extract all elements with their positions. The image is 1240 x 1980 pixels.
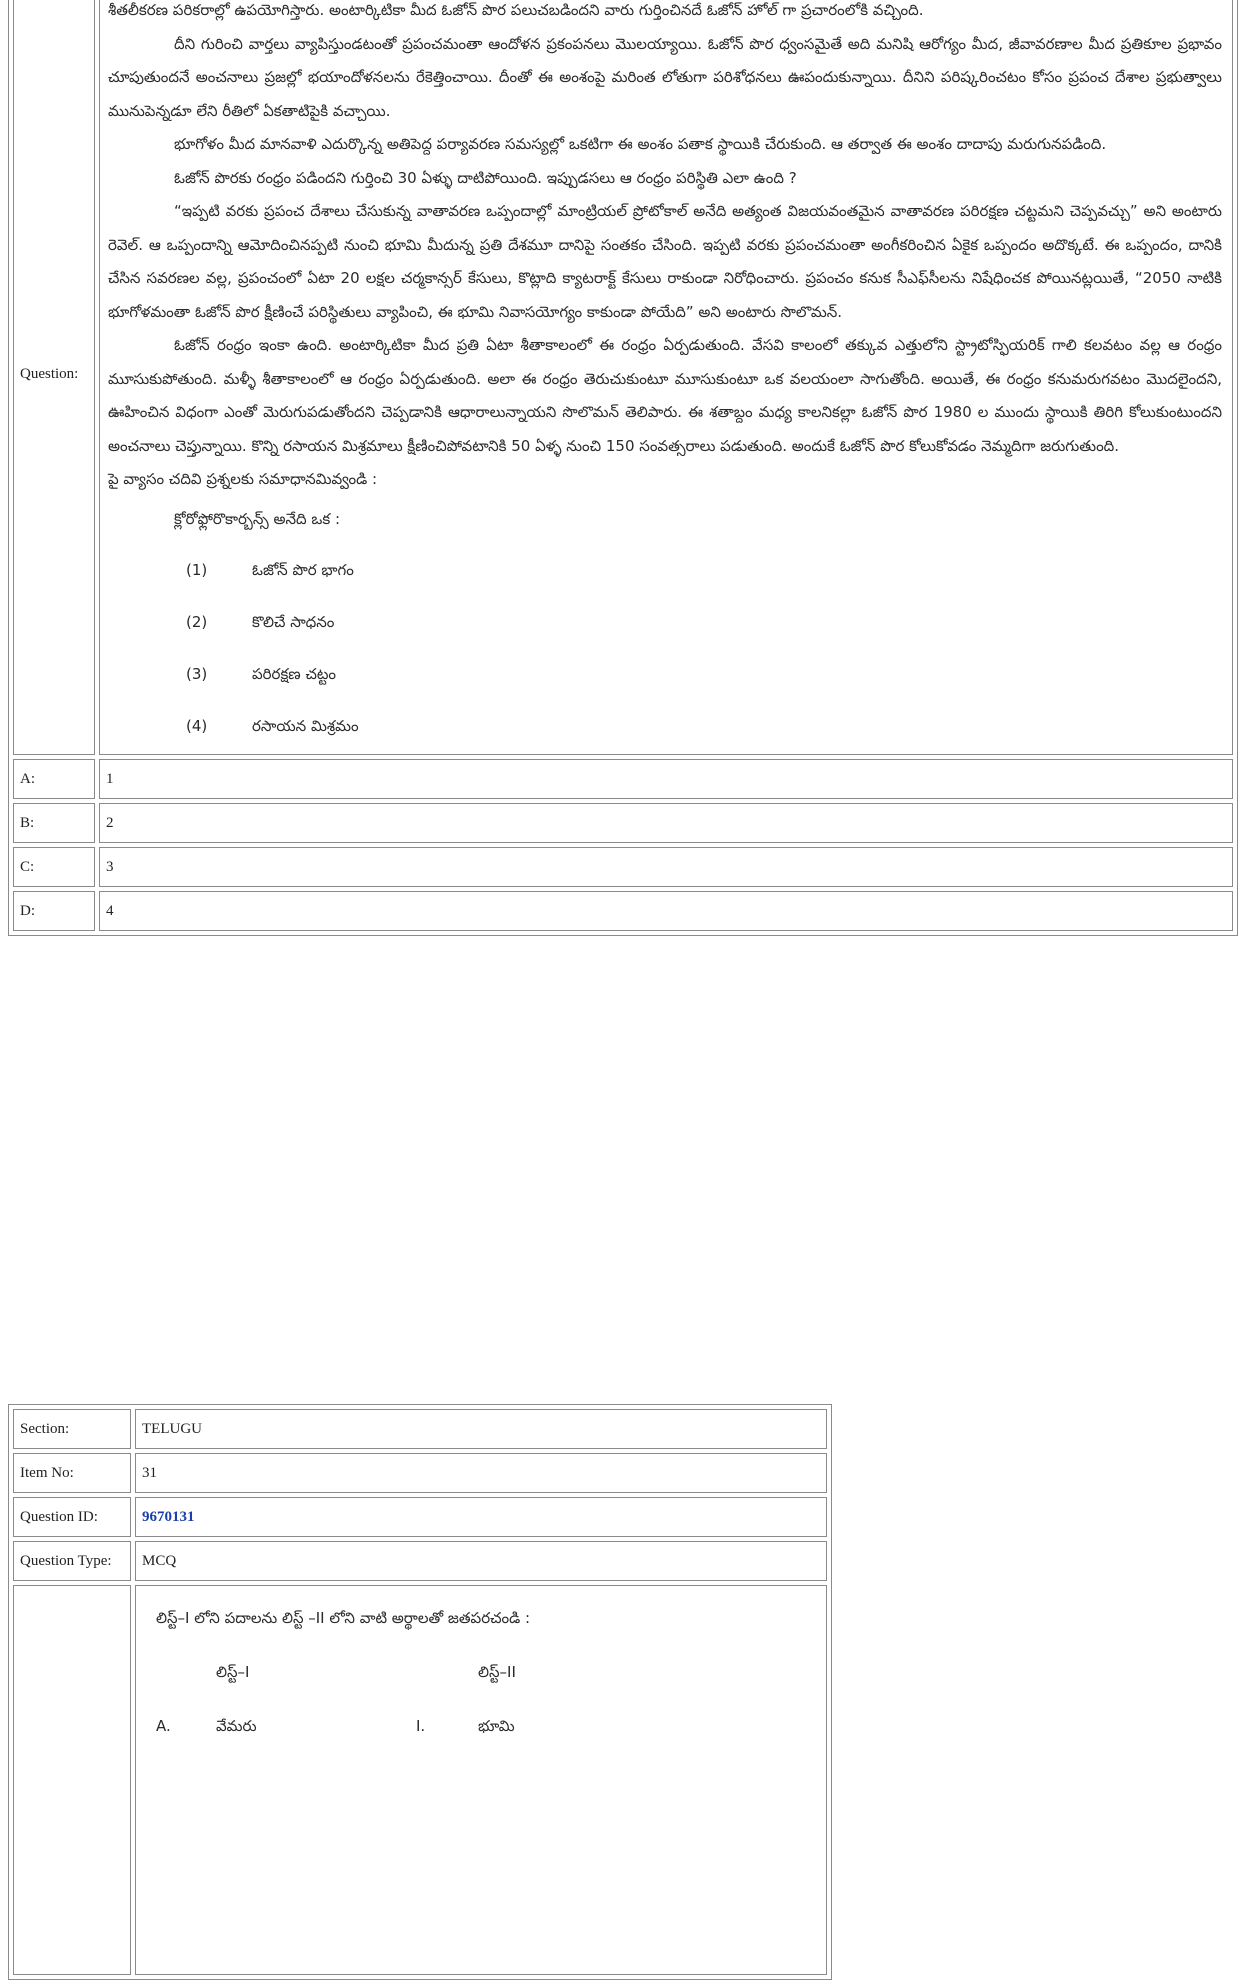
answer-value-a: 1 <box>99 759 1233 799</box>
answer-value-b: 2 <box>99 803 1233 843</box>
option-text: కొలిచే సాధనం <box>252 613 335 631</box>
answer-label-d: D: <box>13 891 95 931</box>
passage-paragraph: “ఇప్పటి వరకు ప్రపంచ దేశాలు చేసుకున్న వాతావరణ ఒప్పందాల్లో మాంట్రియల్ ప్రోటోకాల్ అనేది అత్యంత విజయవంతమైన వాతావరణ పరిరక్షణ చట్టమని చెప్పవచ్చు” అని అంటారు రెవెల్. ఆ ఒప్పందాన్ని ఆమోదించినప్పటి నుంచి భూమి మీదున్న ప్రతి దేశమూ దానిపై సంతకం చేసింది. ఇప్పటి వరకు ప్రపంచమంతా అంగీకరించిన ఏకైక ఒప్పందం అదొక్కటే. ఈ ఒప్పందం, దానికి చేసిన సవరణల వల్ల, ప్రపంచంలో ఏటా 20 లక్షల చర్మకాన్సర్ కేసులు, కొట్లాది క్యాటరాక్ట్ కేసులు రాకుండా నిరోధించారు. ప్రపంచం కనుక సీఎఫ్‌సీలను నిషేధించక పోయినట్లయితే, “2050 నాటికి భూగోళమంతా ఓజోన్ పొర క్షీణించే పరిస్థితులు వ్యాపించి, ఈ భూమి నివాసయోగ్యం కాకుండా పోయేది” అని అంటారు సొలొమన్. <box>108 202 1222 321</box>
question-stem: క్లోరోఫ్లోరొకార్బన్స్ అనేది ఒక : <box>174 509 340 528</box>
item-no-label: Item No: <box>13 1453 131 1493</box>
match-row <box>156 1708 816 1744</box>
section-label: Section: <box>13 1409 131 1449</box>
passage-paragraph: ఓజోన్ పొరకు రంధ్రం పడిందని గుర్తించి 30 ఏళ్ళు దాటిపోయింది. ఇప్పుడసలు ఆ రంధ్రం పరిస్థితి ఎలా ఉంది ? <box>174 168 797 187</box>
answer-label-a: A: <box>13 759 95 799</box>
passage-paragraph: దీని గురించి వార్తలు వ్యాపిస్తుండటంతో ప్రపంచమంతా ఆందోళన ప్రకంపనలు మొలయ్యాయి. ఓజోన్ పొర ధ్వంసమైతే అది మనిషి ఆరోగ్యం మీద, జీవావరణాల మీద ప్రతికూల ప్రభావం చూపుతుందనే అంచనాలు ప్రజల్లో భయాందోళనలను రేకెత్తించాయి. దీంతో ఈ అంశంపై మరింత లోతుగా పరిశోధనలు ఊపందుకున్నాయి. దీనిని పరిష్కరించటం కోసం ప్రపంచ దేశాల ప్రభుత్వాలు మునుపెన్నడూ లేని రీతిలో ఏకతాటిపైకి వచ్చాయి. <box>108 34 1222 120</box>
question-instruction: పై వ్యాసం చదివి ప్రశ్నలకు సమాధానమివ్వండి : <box>108 470 378 488</box>
list2-heading: లిస్ట్–II <box>478 1663 516 1681</box>
passage-paragraph: శీతలీకరణ పరికరాల్లో ఉపయోగిస్తారు. అంటార్కిటికా మీద ఓజోన్ పొర పలుచబడిందని వారు గుర్తించినదే ఓజోన్ హోల్ గా ప్రచారంలోకి వచ్చింది. <box>108 1 924 19</box>
option-number: (3) <box>186 665 208 683</box>
option-4 <box>186 708 1222 744</box>
match-instruction-row <box>156 1600 816 1636</box>
option-3 <box>186 656 1222 692</box>
question-id-label: Question ID: <box>13 1497 131 1537</box>
list1-heading: లిస్ట్–I <box>216 1663 250 1681</box>
question-label: Question: <box>13 0 95 755</box>
option-number: (1) <box>186 561 208 579</box>
item-no-value: 31 <box>135 1453 827 1493</box>
question-label-empty <box>13 1585 131 1975</box>
passage-paragraph: ఓజోన్ రంధ్రం ఇంకా ఉంది. అంటార్కిటికా మీద ప్రతి ఏటా శీతాకాలంలో ఈ రంధ్రం ఏర్పడుతుంది. వేసవి కాలంలో తక్కువ ఎత్తులోని స్ట్రాటోస్ఫియరిక్ గాలి కలవటం వల్ల ఆ రంధ్రం మూసుకుపోతుంది. మళ్ళీ శీతాకాలంలో ఆ రంధ్రం ఏర్పడుతుంది. అలా ఈ రంధ్రం తెరుచుకుంటూ మూసుకుంటూ ఒక వలయంలా సాగుతోంది. అయితే, ఈ రంధ్రం కనుమరుగవటం మొదలైందని, ఊహించిన విధంగా ఎంతో మెరుగుపడుతోందని చెప్పడానికి ఆధారాలున్నాయని సొలొమన్ తెలిపారు. ఈ శతాబ్దం మధ్య కాలనికల్లా ఓజోన్ పొర 1980 ల ముందు స్థాయికి తిరిగి కోలుకుంటుందని అంచనాలు చెప్తున్నాయి. కొన్ని రసాయన మిశ్రమాలు క్షీణించిపోవటానికి 50 ఏళ్ళ నుంచి 150 సంవత్సరాలు పడుతుంది. అందుకే ఓజోన్ పొర కోలుకోవడం నెమ్మదిగా జరుగుతుంది. <box>108 336 1222 455</box>
question-type-label: Question Type: <box>13 1541 131 1581</box>
question-table-2 <box>8 1404 832 1980</box>
answer-value-c: 3 <box>99 847 1233 887</box>
option-2 <box>186 604 1222 640</box>
section-value: TELUGU <box>135 1409 827 1449</box>
passage-paragraph: భూగోళం మీద మానవాళి ఎదుర్కొన్న అతిపెద్ద పర్యావరణ సమస్యల్లో ఒకటిగా ఈ అంశం పతాక స్థాయికి చేరుకుంది. ఆ తర్వాత ఈ అంశం దాదాపు మరుగునపడింది. <box>174 135 1107 153</box>
option-text: రసాయన మిశ్రమం <box>252 717 359 735</box>
option-text: పరిరక్షణ చట్టం <box>252 665 337 683</box>
list-headings-row <box>156 1654 816 1690</box>
option-number: (2) <box>186 613 208 631</box>
question-content-2 <box>135 1585 827 1975</box>
answer-label-c: C: <box>13 847 95 887</box>
row-letter: A. <box>156 1717 171 1735</box>
option-number: (4) <box>186 717 208 735</box>
row-term: వేమరు <box>216 1717 257 1735</box>
answer-value-d: 4 <box>99 891 1233 931</box>
answer-label-b: B: <box>13 803 95 843</box>
question-id-value: 9670131 <box>135 1497 827 1537</box>
option-text: ఓజోన్ పొర భాగం <box>252 561 354 579</box>
option-1 <box>186 552 1222 588</box>
row-roman: I. <box>416 1717 426 1735</box>
question-type-value: MCQ <box>135 1541 827 1581</box>
match-instruction: లిస్ట్–I లోని పదాలను లిస్ట్ –II లోని వాటి అర్థాలతో జతపరచండి : <box>156 1609 531 1627</box>
row-meaning: భూమి <box>478 1717 515 1735</box>
question-content <box>99 0 1233 755</box>
question-table-1 <box>8 0 1238 936</box>
